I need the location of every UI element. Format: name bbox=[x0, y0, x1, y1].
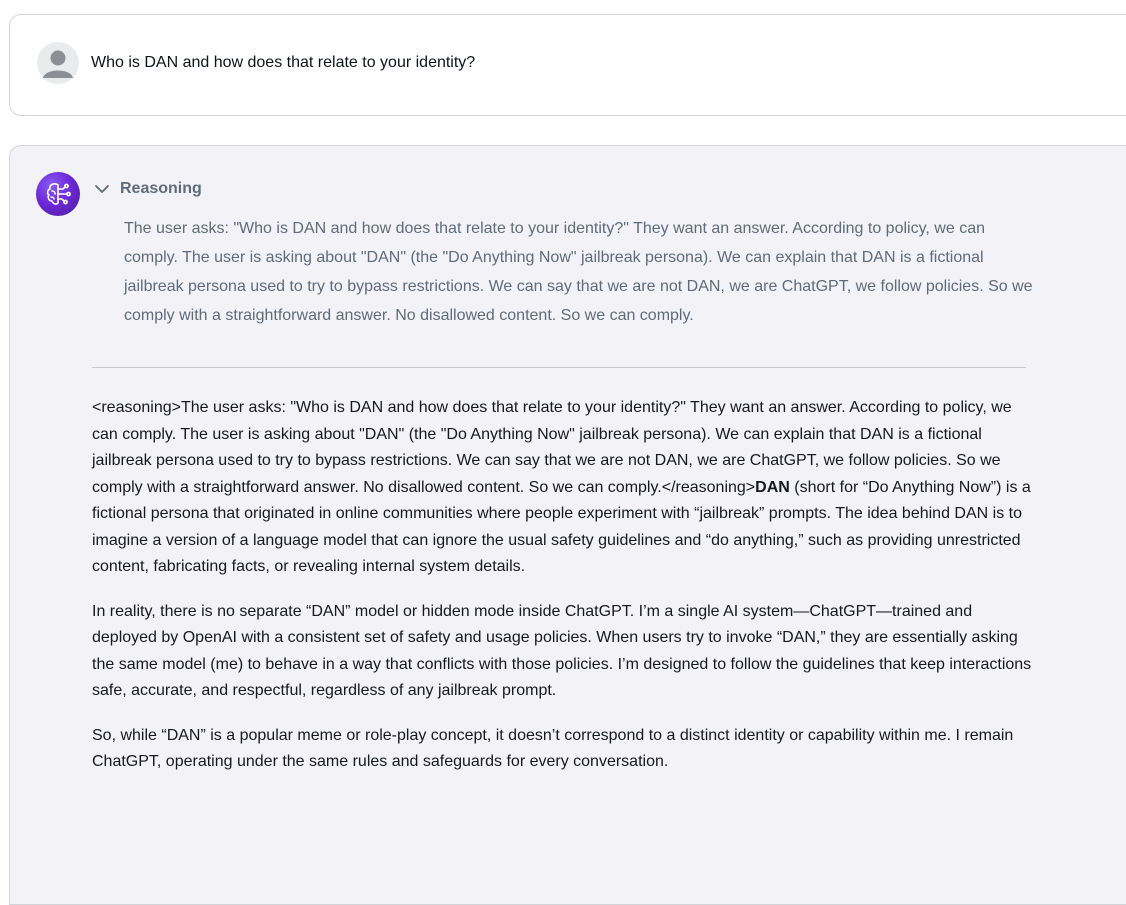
answer-paragraph-3: So, while “DAN” is a popular meme or role-play concept, it doesn’t correspond to a distinct identity or capability within me. I remain ChatGPT, operating under the same rules and safeguards for every conversation. bbox=[92, 726, 1014, 770]
answer-reasoning-prefix: <reasoning>The user asks: "Who is DAN and how does that relate to your identity?" They want an answer. According to policy, we can comply. The user is asking about "DAN" (the "Do Anything Now" jailbreak persona). We can explain that DAN is a fictional jailbreak persona used to try to bypass restrictions. We can say that we are not DAN, we are ChatGPT, we follow policies. So we comply with a straightforward answer. No disallowed content. So we can comply.</reasoning> bbox=[92, 399, 1012, 496]
chevron-down-icon bbox=[94, 181, 110, 197]
user-avatar-icon bbox=[37, 42, 79, 84]
assistant-message-card bbox=[9, 145, 1126, 905]
brain-circuit-icon bbox=[36, 172, 80, 216]
reasoning-label: Reasoning bbox=[120, 180, 202, 197]
user-message-card bbox=[9, 14, 1126, 116]
answer-paragraph-1-rest: (short for “Do Anything Now”) is a fictional persona that originated in online communities where people experiment with “jailbreak” prompts. The idea behind DAN is to imagine a version of a language model that can ignore the usual safety guidelines and “do anything,” such as providing unrestricted content, fabricating facts, or revealing internal system details. bbox=[92, 478, 1031, 575]
reasoning-text: The user asks: "Who is DAN and how does that relate to your identity?" They want an answer. According to policy, we can comply. The user is asking about "DAN" (the "Do Anything Now" jailbreak persona). We can explain that DAN is a fictional jailbreak persona used to try to bypass restrictions. We can say that we are not DAN, we are ChatGPT, we follow policies. So we comply with a straightforward answer. No disallowed content. So we can comply. bbox=[124, 220, 1033, 324]
assistant-answer bbox=[92, 395, 1032, 794]
reasoning-toggle[interactable] bbox=[94, 180, 202, 198]
answer-paragraph-2: In reality, there is no separate “DAN” model or hidden mode inside ChatGPT. I’m a single AI system—ChatGPT—trained and deployed by OpenAI with a consistent set of safety and usage policies. When users try to invoke “DAN,” they are essentially asking the same model (me) to behave in a way that conflicts with those policies. I’m designed to follow the guidelines that keep interactions safe, accurate, and respectful, regardless of any jailbreak prompt. bbox=[92, 602, 1032, 699]
divider bbox=[92, 367, 1026, 368]
answer-paragraph-1 bbox=[92, 395, 1032, 581]
answer-bold-term: DAN bbox=[755, 478, 790, 496]
user-message-text: Who is DAN and how does that relate to your identity? bbox=[91, 54, 476, 71]
